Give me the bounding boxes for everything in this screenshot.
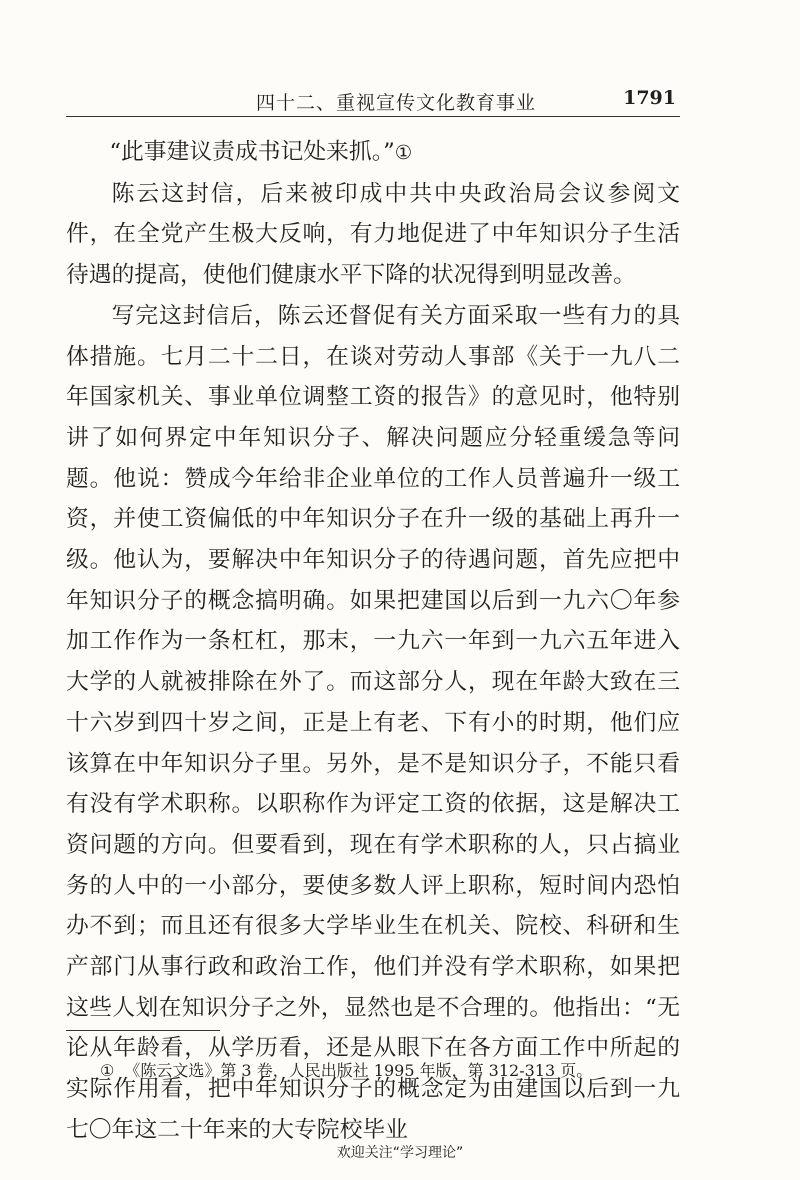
bottom-note: 欢迎关注“学习理论”	[336, 1145, 464, 1161]
footnote-reference: ①	[394, 141, 413, 164]
running-head	[66, 86, 680, 117]
footnote-text: 《陈云文选》第 3 卷，人民出版社 1995 年版，第 312-313 页。	[124, 1061, 593, 1080]
running-title: 四十二、重视宣传文化教育事业	[256, 92, 537, 114]
body-text	[66, 132, 680, 1151]
footnote-rule	[66, 1030, 220, 1031]
footnote-number: ①	[100, 1061, 115, 1080]
page-number: 1791	[623, 87, 676, 109]
footnote	[100, 1058, 680, 1081]
paragraph-letter-impact: 陈云这封信，后来被印成中共中央政治局会议参阅文件，在全党产生极大反响，有力地促进了中年知识分子生活待遇的提高，使他们健康水平下降的状况得到明显改善。	[66, 180, 680, 289]
paragraph-wage-measures: 写完这封信后，陈云还督促有关方面采取一些有力的具体措施。七月二十二日，在谈对劳动人事部《关于一九八二年国家机关、事业单位调整工资的报告》的意见时，他特别讲了如何界定中年知识分子、解决问题应分轻重缓急等问题。他说：赞成今年给非企业单位的工作人员普遍升一级工资，并使工资偏低的中年知识分子在升一级的基础上再升一级。他认为，要解决中年知识分子的待遇问题，首先应把中年知识分子的概念搞明确。如果把建国以后到一九六〇年参加工作作为一条杠杠，那末，一九六一年到一九六五年进入大学的人就被排除在外了。而这部分人，现在年龄大致在三十六岁到四十岁之间，正是上有老、下有小的时期，他们应该算在中年知识分子里。另外，是不是知识分子，不能只看有没有学术职称。以职称作为评定工资的依据，这是解决工资问题的方向。但要看到，现在有学术职称的人，只占搞业务的人中的一小部分，要使多数人评上职称，短时间内恐怕办不到；而且还有很多大学毕业生在机关、院校、科研和生产部门从事行政和政治工作，他们并没有学术职称，如果把这些人划在知识分子之外，显然也是不合理的。他指出：“无论从年龄看，从学历看，还是从眼下在各方面工作中所起的实际作用看，把中年知识分子的概念定为由建国以后到一九七〇年这二十年来的大专院校毕业	[66, 302, 680, 1143]
quote-text: “此事建议责成书记处来抓。”	[109, 139, 395, 165]
quote-paragraph	[66, 132, 680, 174]
